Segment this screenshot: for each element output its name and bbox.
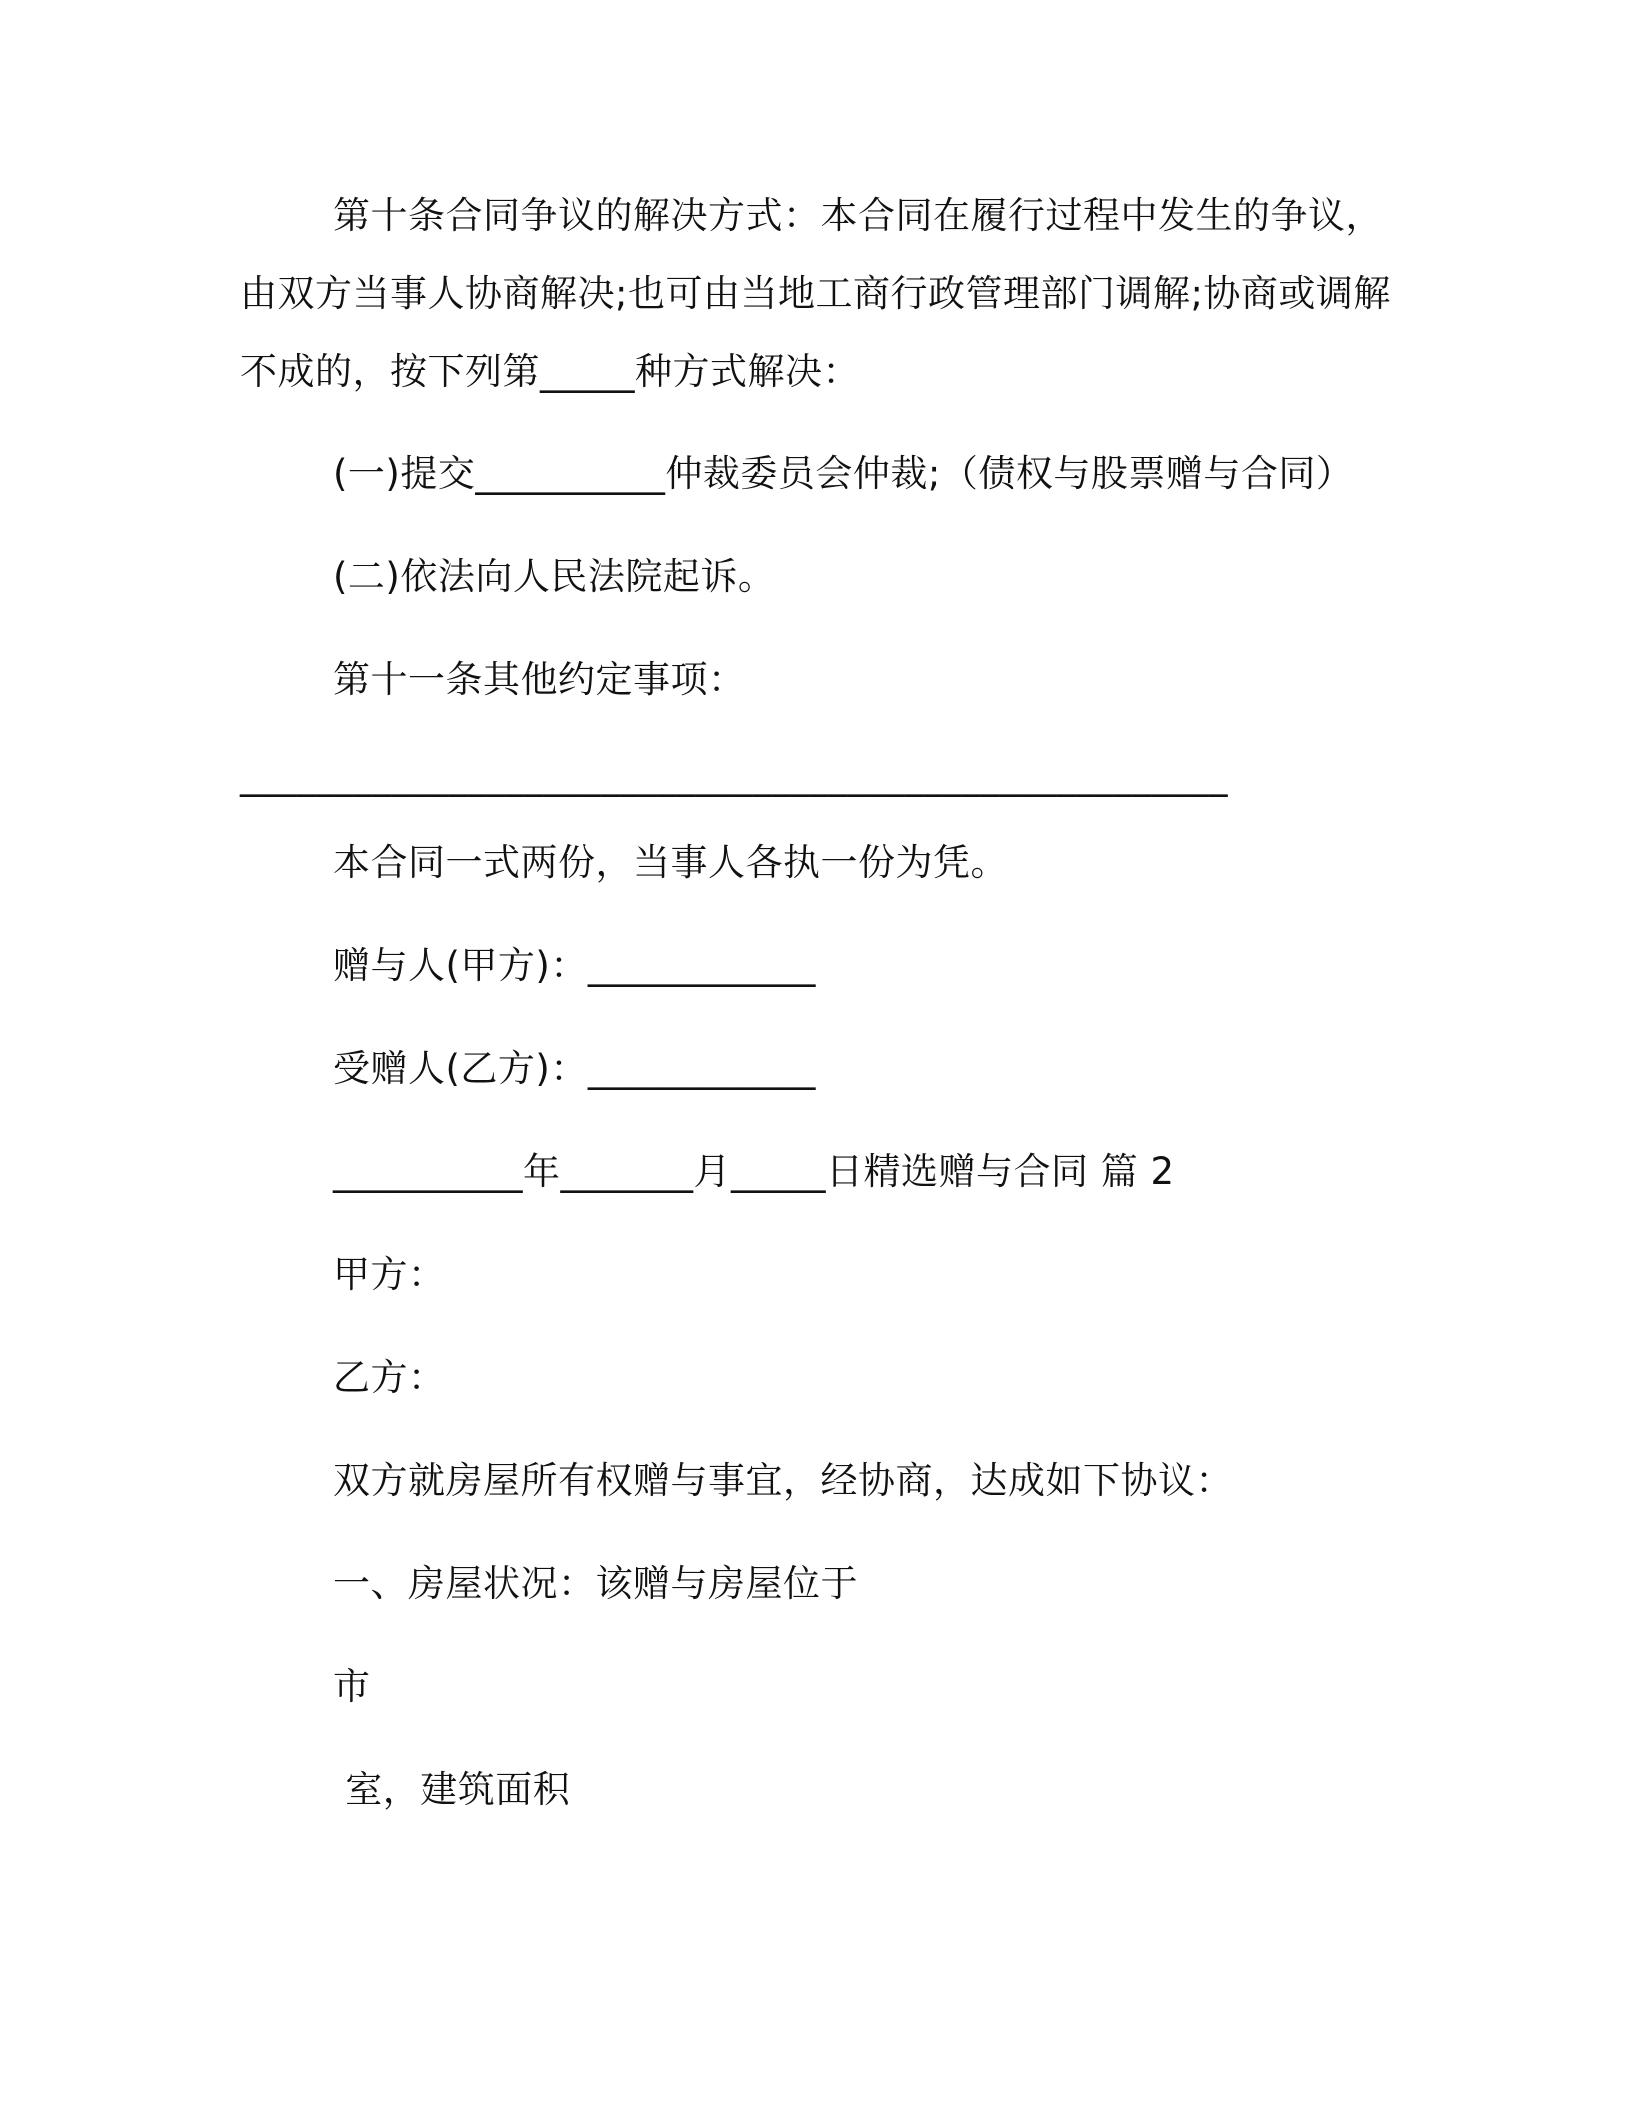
agreement-intro: 双方就房屋所有权赠与事宜，经协商，达成如下协议： — [333, 1459, 1233, 1502]
room-area-label: 室，建筑面积 — [333, 1768, 571, 1811]
date-and-section-title: __________年_______月_____日精选赠与合同 篇 2 — [333, 1150, 1175, 1193]
article-10-paragraph-line-2: 由双方当事人协商解决;也可由当地工商行政管理部门调解;协商或调解 — [240, 272, 1391, 315]
dispute-option-court: (二)依法向人民法院起诉。 — [333, 555, 776, 598]
house-status-clause: 一、房屋状况：该赠与房屋位于 — [333, 1562, 858, 1605]
article-10-paragraph-line-1: 第十条合同争议的解决方式：本合同在履行过程中发生的争议， — [333, 194, 1383, 237]
article-10-paragraph-line-3: 不成的，按下列第_____种方式解决： — [240, 350, 860, 393]
article-11-heading: 第十一条其他约定事项： — [333, 658, 746, 701]
city-label: 市 — [333, 1665, 371, 1708]
donee-signature-line: 受赠人(乙方)：____________ — [333, 1047, 816, 1090]
party-b-label: 乙方： — [333, 1356, 446, 1399]
party-a-label: 甲方： — [333, 1253, 446, 1296]
copies-clause: 本合同一式两份，当事人各执一份为凭。 — [333, 841, 1008, 884]
dispute-option-arbitration: (一)提交__________仲裁委员会仲裁;（债权与股票赠与合同） — [333, 452, 1354, 495]
other-terms-blank-line: ____________________________________________________ — [240, 754, 1228, 797]
donor-signature-line: 赠与人(甲方)：____________ — [333, 944, 816, 987]
